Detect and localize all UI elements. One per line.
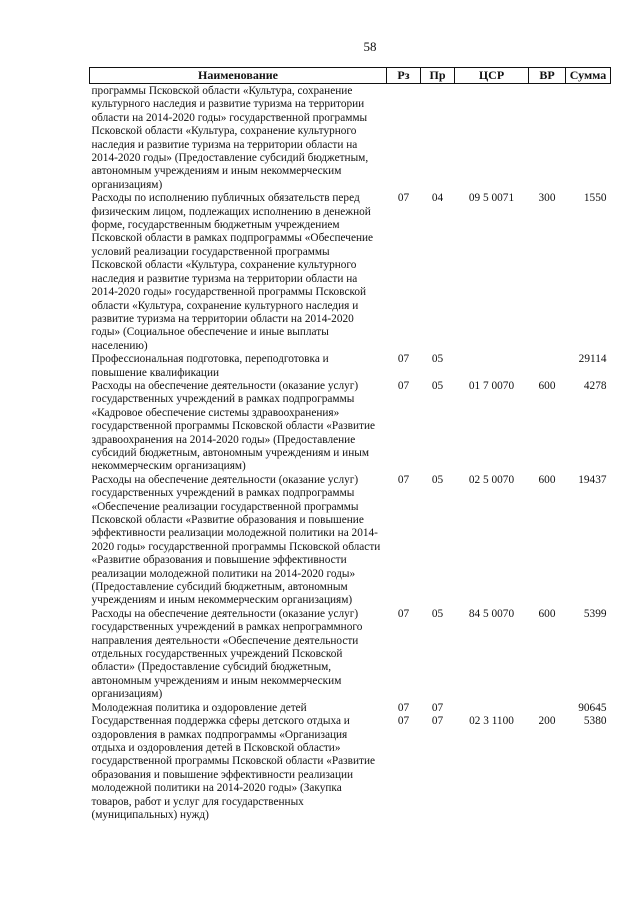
- row-rz: 07: [397, 353, 410, 366]
- row-sum: 1550: [583, 192, 607, 205]
- row-name: программы Псковской области «Культура, сохранение культурного наследия и развитие туризма на территории области на 2014-2020 годы» государственной программы Псковской области «Культура, сохранение культурного наследия и развитие туризма на территории области на 2014-2020 годы» (Предоставление субсидий бюджетным, автономным учреждениям и иным некоммерческим организациям): [91, 85, 369, 191]
- row-rz: 07: [397, 192, 410, 205]
- row-rz: 07: [397, 701, 410, 714]
- row-csr: 01 7 0070: [468, 379, 515, 392]
- row-csr: 02 3 1100: [469, 715, 514, 728]
- row-vr: 300: [538, 192, 556, 205]
- header-csr: ЦСР: [455, 68, 529, 84]
- row-csr: 02 5 0070: [468, 473, 515, 486]
- row-vr: 200: [538, 715, 556, 728]
- row-vr: [529, 84, 566, 193]
- row-name: Расходы на обеспечение деятельности (оказание услуг) государственных учреждений в рамках подпрограммы «Кадровое обеспечение системы здравоохранения» государственной программы Псковской области «Развитие здравоохранения на 2014-2020 годы» (Предоставление субсидий бюджетным, автономным учреждениям и иным некоммерческим организациям): [91, 379, 376, 473]
- row-sum: 29114: [578, 353, 607, 366]
- row-rz: 07: [397, 473, 410, 486]
- row-name: Расходы на обеспечение деятельности (оказание услуг) государственных учреждений в рамках непрограммного направления деятельности «Обеспечение деятельности отдельных государственных учреждений Псковской области» (Предоставление субсидий бюджетным, автономным учреждениям и иным некоммерческим организациям): [91, 607, 363, 701]
- row-vr: [529, 353, 566, 380]
- header-sum: Сумма: [566, 68, 611, 84]
- row-pr: 05: [431, 379, 444, 392]
- row-rz: 07: [397, 607, 410, 620]
- row-pr: [421, 84, 455, 193]
- table-row: [90, 353, 611, 380]
- header-vr: ВР: [529, 68, 566, 84]
- row-csr: [455, 702, 529, 715]
- row-name: Расходы на обеспечение деятельности (оказание услуг) государственных учреждений в рамках подпрограммы «Обеспечение реализации государственной программы Псковской области «Развитие образования и повышение эффективности реализации молодежной политики на 2014-2020 годы» государственной программы Псковской области «Развитие образования и повышение эффективности реализации молодежной политики на 2014-2020 годы» (Предоставление субсидий бюджетным, автономным учреждениям и иным некоммерческим организациям): [91, 473, 381, 607]
- row-rz: [387, 84, 421, 193]
- table-row: [90, 715, 611, 822]
- row-sum: 5399: [583, 607, 607, 620]
- row-pr: 07: [431, 715, 444, 728]
- row-pr: 05: [431, 607, 444, 620]
- table-row: [90, 380, 611, 474]
- row-rz: 07: [397, 379, 410, 392]
- table-row: [90, 474, 611, 608]
- row-sum: 4278: [583, 379, 607, 392]
- row-csr: 84 5 0070: [468, 607, 515, 620]
- header-rz: Рз: [387, 68, 421, 84]
- header-name: Наименование: [90, 68, 387, 84]
- row-sum: 5380: [583, 715, 607, 728]
- row-name: Профессиональная подготовка, переподготовка и повышение квалификации: [91, 353, 329, 379]
- table-row: [90, 84, 611, 193]
- budget-table: [89, 67, 611, 822]
- row-csr: [455, 84, 529, 193]
- row-csr: [455, 353, 529, 380]
- row-name: Расходы по исполнению публичных обязательств перед физическим лицом, подлежащих исполнению в денежной форме, государственным бюджетным учреждением Псковской области в рамках подпрограммы «Обеспечение условий реализации государственной программы Псковской области «Культура, сохранение культурного наследия и развитие туризма на территории области на 2014-2020 годы» государственной программы Псковской области «Культура, сохранение культурного наследия и развитие туризма на территории области на 2014-2020 годы» (Социальное обеспечение и иные выплаты населению): [91, 192, 374, 352]
- row-csr: 09 5 0071: [468, 192, 515, 205]
- row-pr: 04: [431, 192, 444, 205]
- row-name: Государственная поддержка сферы детского отдыха и оздоровления в рамках подпрограммы «Организация отдыха и оздоровления детей в Псковской области» государственной программы Псковской области «Развитие образования и повышение эффективности реализации молодежной политики на 2014-2020 годы» (Закупка товаров, работ и услуг для государственных (муниципальных) нужд): [91, 715, 376, 821]
- table-row: [90, 608, 611, 702]
- row-sum: [566, 84, 611, 193]
- row-vr: 600: [538, 607, 556, 620]
- page-number: 58: [363, 39, 377, 54]
- row-sum: 90645: [578, 701, 607, 714]
- table-header-row: [90, 68, 611, 84]
- header-pr: Пр: [421, 68, 455, 84]
- row-rz: 07: [397, 715, 410, 728]
- row-pr: 07: [431, 701, 444, 714]
- row-name: Молодежная политика и оздоровление детей: [91, 701, 307, 714]
- row-sum: 19437: [578, 473, 607, 486]
- table-row: [90, 702, 611, 715]
- row-vr: 600: [538, 473, 556, 486]
- row-pr: 05: [431, 473, 444, 486]
- row-vr: 600: [538, 379, 556, 392]
- row-pr: 05: [431, 353, 444, 366]
- row-vr: [529, 702, 566, 715]
- table-row: [90, 192, 611, 353]
